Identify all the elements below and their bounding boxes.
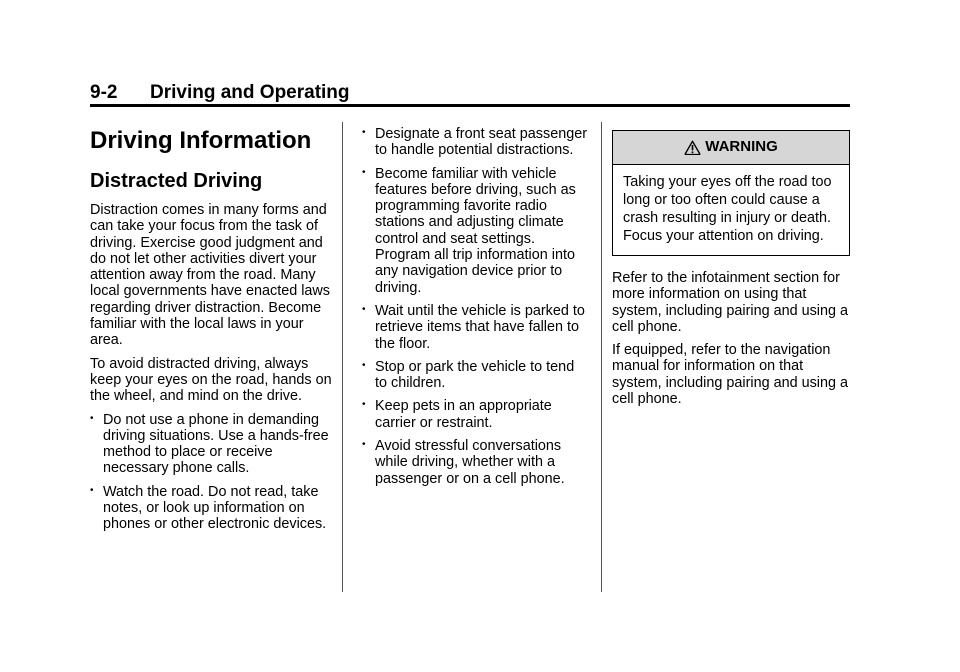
bullet-icon: • — [362, 127, 366, 138]
list-item-text: Become familiar with vehicle features before driving, such as programming favorite radio stations and adjusting climate control and seat settings. Program all trip information into any navigation device prior to driving. — [375, 165, 576, 296]
list-item — [362, 303, 587, 352]
list-item-text: Designate a front seat passenger to handle potential distractions. — [375, 126, 587, 159]
bullet-icon: • — [362, 166, 366, 178]
bullet-icon: • — [90, 412, 94, 424]
column-3 — [612, 130, 852, 414]
section-title: Driving and Operating — [150, 82, 350, 103]
bullet-icon: • — [362, 303, 366, 315]
page-number: 9-2 — [90, 82, 118, 103]
list-item — [362, 359, 587, 392]
section-heading: Distracted Driving — [90, 170, 263, 192]
list-item-text: Do not use a phone in demanding driving situations. Use a hands-free method to place or receive necessary phone calls. — [103, 411, 329, 477]
warning-triangle-icon — [684, 140, 701, 155]
warning-header — [613, 131, 849, 165]
bullet-icon: • — [90, 484, 94, 496]
bullet-list — [362, 126, 587, 487]
warning-text: Taking your eyes off the road too long or too often could cause a crash resulting in injury or death. Focus your attention on driving. — [623, 174, 832, 244]
bullet-list — [90, 412, 335, 533]
column-divider-2 — [601, 122, 602, 592]
list-item — [90, 484, 335, 533]
bullet-icon: • — [362, 359, 366, 371]
paragraph: Distraction comes in many forms and can take your focus from the task of driving. Exercise good judgment and do not let other activities divert your attention away from the road. Many local governments have enacted laws regarding driver distraction. Become familiar with the local laws in your area. — [90, 202, 330, 349]
list-item — [362, 126, 587, 159]
page-header — [90, 82, 850, 106]
bullet-icon: • — [362, 399, 366, 411]
list-item — [90, 412, 335, 477]
list-item — [362, 438, 587, 487]
list-item-text: Watch the road. Do not read, take notes, or look up information on phones or other electronic devices. — [103, 483, 327, 533]
warning-label: WARNING — [705, 138, 778, 156]
header-rule — [90, 104, 850, 107]
column-divider-1 — [342, 122, 343, 592]
column-2 — [362, 126, 587, 494]
list-item-text: Wait until the vehicle is parked to retrieve items that have fallen to the floor. — [375, 302, 585, 352]
list-item-text: Avoid stressful conversations while driving, whether with a passenger or on a cell phone. — [375, 438, 565, 487]
list-item — [362, 398, 587, 431]
page-title: Driving Information — [90, 127, 312, 154]
paragraph: If equipped, refer to the navigation manual for information on that system, including pairing and using a cell phone. — [612, 342, 848, 408]
paragraph: To avoid distracted driving, always keep your eyes on the road, hands on the wheel, and mind on the drive. — [90, 355, 332, 405]
list-item-text: Stop or park the vehicle to tend to children. — [375, 358, 575, 392]
list-item — [362, 166, 587, 296]
warning-box — [612, 130, 850, 256]
list-item-text: Keep pets in an appropriate carrier or restraint. — [375, 398, 552, 431]
paragraph: Refer to the infotainment section for more information on using that system, including pairing and using a cell phone. — [612, 270, 848, 335]
bullet-icon: • — [362, 439, 366, 451]
column-1 — [90, 122, 335, 540]
